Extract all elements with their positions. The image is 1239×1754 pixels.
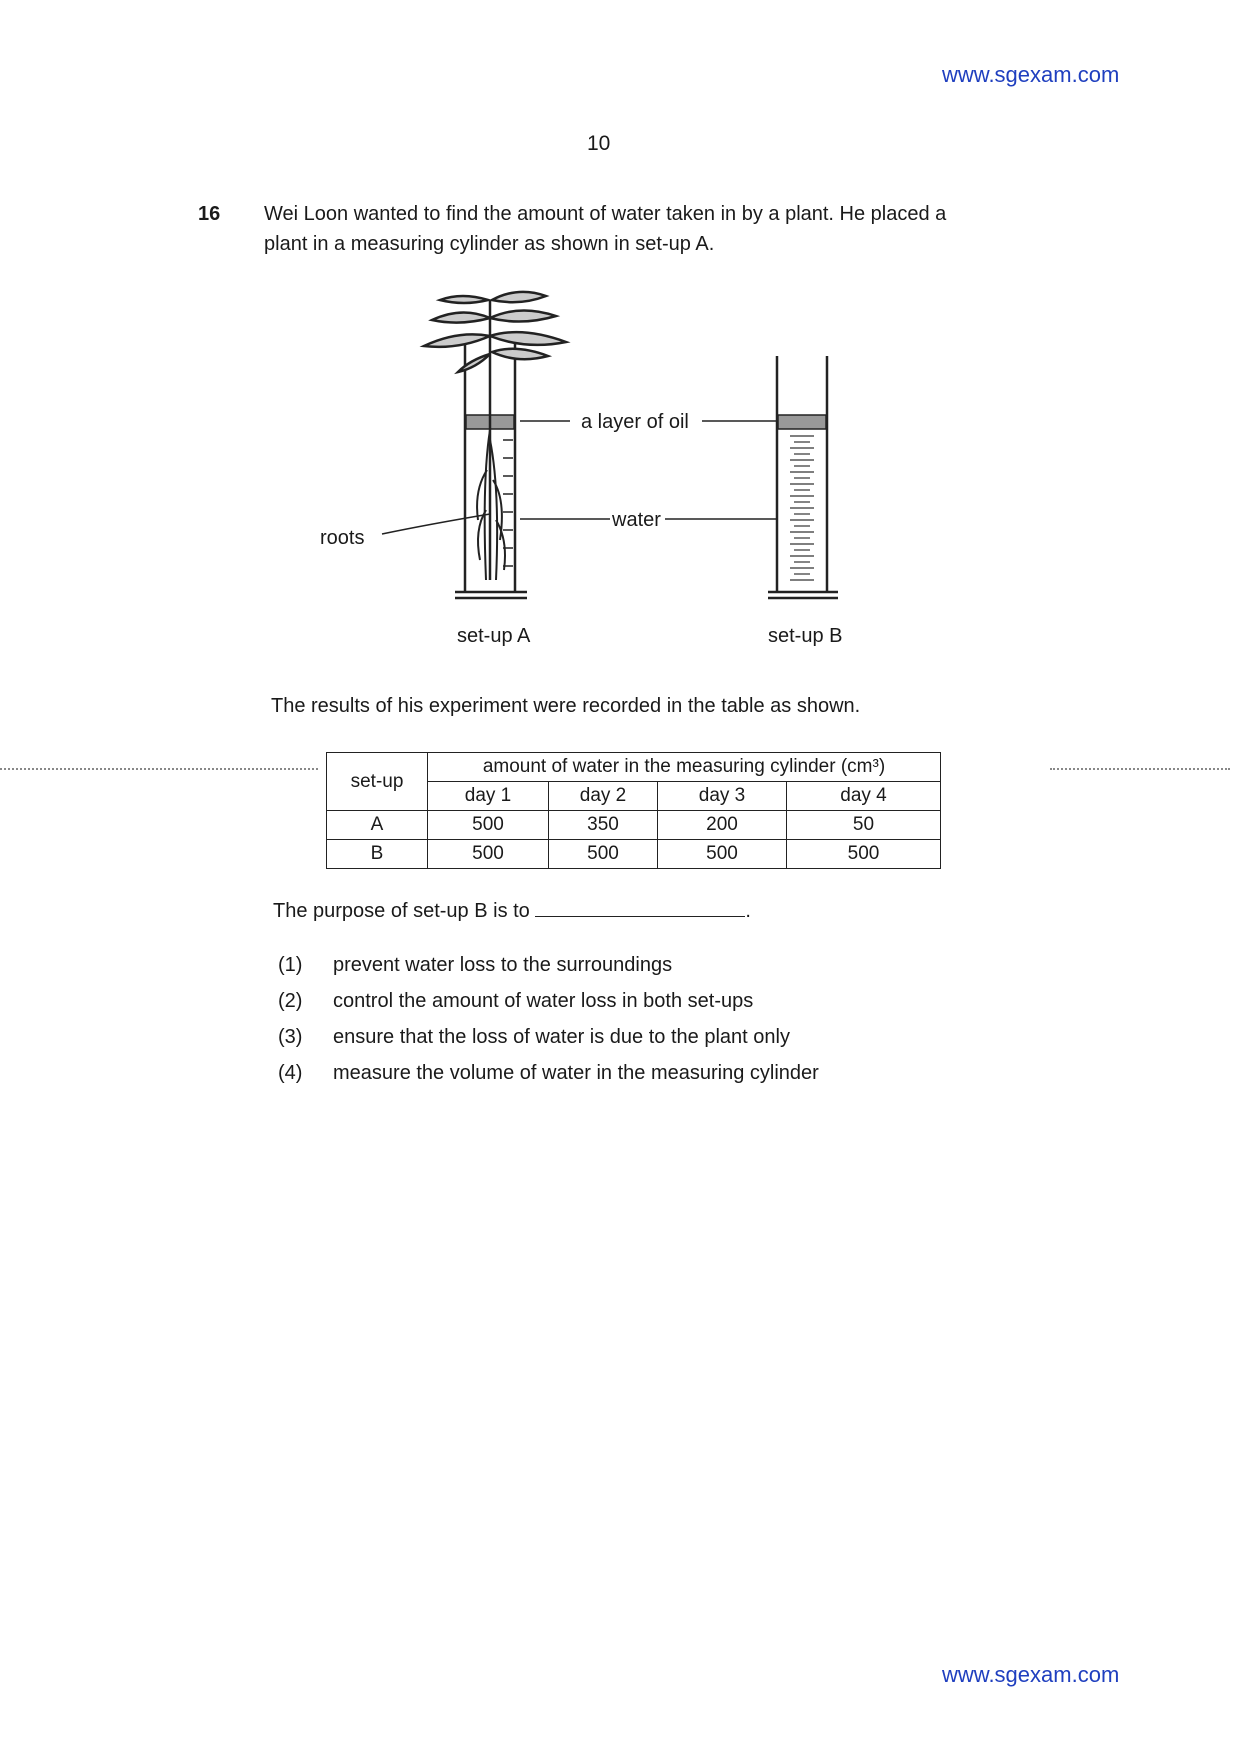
- row-value: 500: [428, 840, 549, 869]
- setup-b-oil-layer: [778, 415, 826, 429]
- row-value: 500: [549, 840, 658, 869]
- question-number: 16: [198, 203, 221, 225]
- row-value: 500: [428, 811, 549, 840]
- scan-dots-left: [0, 768, 318, 770]
- option-3-number: (3): [278, 1026, 303, 1048]
- label-setup-b: set-up B: [768, 625, 843, 647]
- header-day-2: day 2: [549, 782, 658, 811]
- table-row: [327, 840, 941, 869]
- row-value: 50: [787, 811, 941, 840]
- answer-blank: [535, 898, 745, 917]
- row-value: 500: [787, 840, 941, 869]
- plant: [424, 292, 566, 580]
- leader-lines: [382, 421, 778, 534]
- question-text-line1: Wei Loon wanted to find the amount of water taken in by a plant. He placed a: [264, 203, 947, 225]
- table-row: [327, 811, 941, 840]
- option-2-text: control the amount of water loss in both set-ups: [333, 990, 754, 1012]
- scan-dots-right: [1050, 768, 1230, 770]
- prompt-text: The purpose of set-up B is to .: [273, 900, 751, 922]
- header-setup: set-up: [327, 753, 428, 811]
- row-value: 200: [658, 811, 787, 840]
- label-water: water: [612, 509, 661, 531]
- option-4-text: measure the volume of water in the measuring cylinder: [333, 1062, 819, 1084]
- option-1-number: (1): [278, 954, 303, 976]
- experiment-diagram: [0, 0, 1239, 680]
- header-day-1: day 1: [428, 782, 549, 811]
- option-2-number: (2): [278, 990, 303, 1012]
- row-setup: B: [327, 840, 428, 869]
- results-table: [326, 752, 941, 869]
- option-3-text: ensure that the loss of water is due to the plant only: [333, 1026, 790, 1048]
- header-url: www.sgexam.com: [942, 62, 1120, 87]
- label-oil: a layer of oil: [581, 411, 689, 433]
- results-intro: The results of his experiment were recorded in the table as shown.: [271, 695, 861, 717]
- header-day-3: day 3: [658, 782, 787, 811]
- row-value: 500: [658, 840, 787, 869]
- option-4-number: (4): [278, 1062, 303, 1084]
- question-text-line2: plant in a measuring cylinder as shown in set-up A.: [264, 233, 715, 255]
- footer-url: www.sgexam.com: [942, 1662, 1120, 1687]
- row-setup: A: [327, 811, 428, 840]
- setup-b-water-scale: [790, 436, 814, 580]
- header-day-4: day 4: [787, 782, 941, 811]
- row-value: 350: [549, 811, 658, 840]
- header-amount: amount of water in the measuring cylinder (cm³): [428, 753, 941, 782]
- prompt-label: The purpose of set-up B is to: [273, 900, 530, 922]
- label-setup-a: set-up A: [457, 625, 531, 647]
- page-number: 10: [587, 132, 611, 155]
- option-1-text: prevent water loss to the surroundings: [333, 954, 673, 976]
- label-roots: roots: [320, 527, 365, 549]
